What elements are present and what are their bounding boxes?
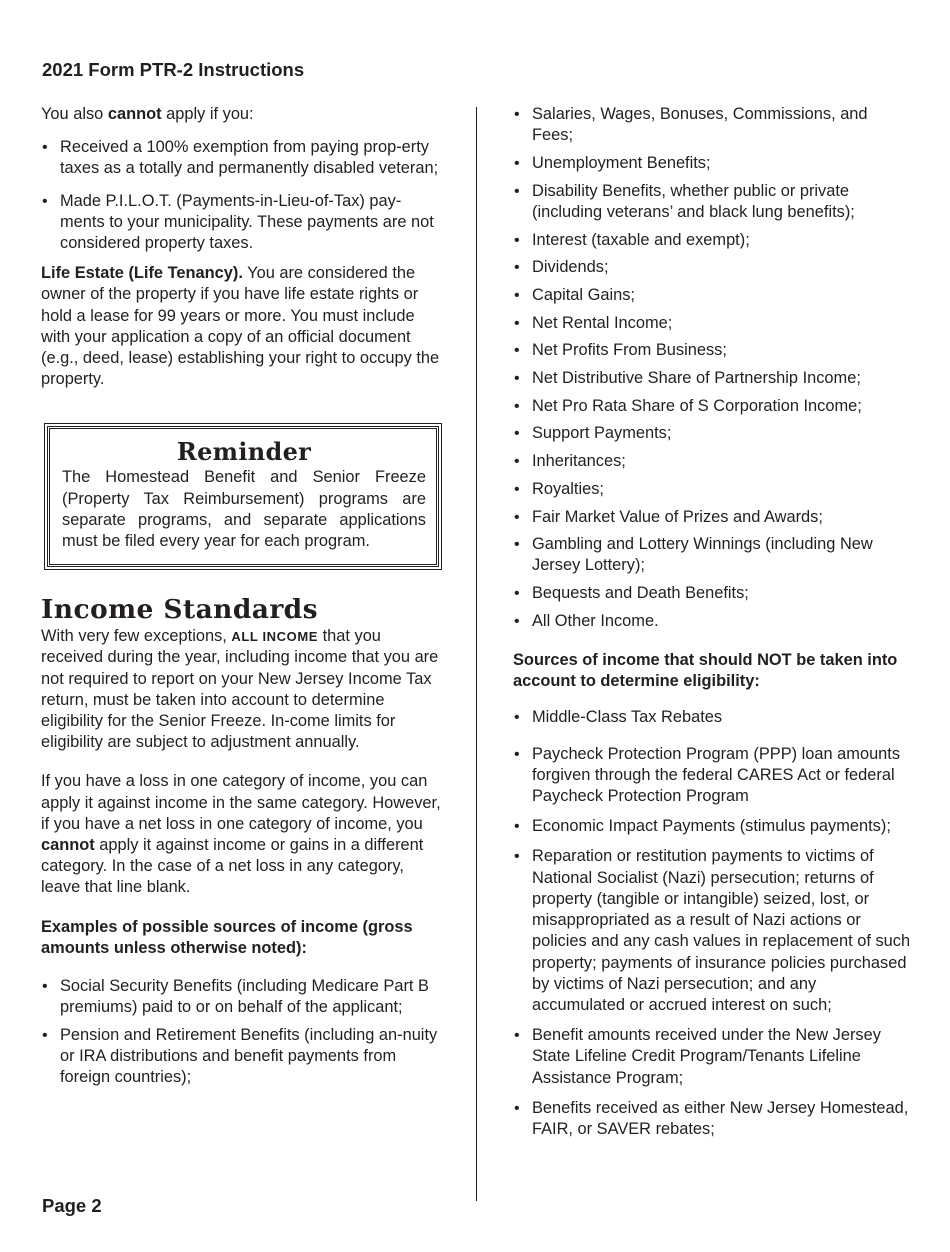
list-item: • Reparation or restitution payments to victims of National Socialist (Nazi) persecution; returns of property (tangible or intangible) seized, lost, or misappropriated as a result of Nazi actions or policies and any cash values in replacement of such property; payments of insurance policies purchased by victims of Nazi persecution; and any accumulated or accrued interest on such;: [513, 846, 913, 1016]
list-item: • Pension and Retirement Benefits (including an-nuity or IRA distributions and benefit payments from foreign countries);: [41, 1025, 441, 1089]
right-column: [513, 104, 913, 1140]
list-item: • Net Distributive Share of Partnership Income;: [513, 368, 913, 389]
reminder-box: [47, 426, 439, 567]
list-item: • Made P.I.L.O.T. (Payments-in-Lieu-of-Tax) pay-ments to your municipality. These payments are not considered property taxes.: [41, 191, 441, 255]
cannot-intro: [41, 104, 441, 125]
cannot-intro-bold: cannot: [107, 105, 162, 123]
income-paragraph-1: [41, 626, 441, 753]
cannot-intro-pre: You also: [41, 105, 108, 123]
list-item: • Royalties;: [513, 479, 913, 500]
list-item: • Fair Market Value of Prizes and Awards;: [513, 507, 913, 528]
examples-list: [41, 976, 441, 1088]
life-estate-text: You are considered the owner of the property if you have life estate rights or hold a lease for 99 years or more. You must include with your application a copy of an official document (e.g., deed, lease) establishing your right to occupy the property.: [41, 264, 440, 389]
list-item: • Dividends;: [513, 257, 913, 278]
list-item: • Unemployment Benefits;: [513, 153, 913, 174]
life-estate-heading: Life Estate (Life Tenancy).: [41, 264, 243, 283]
list-item: • Net Profits From Business;: [513, 340, 913, 361]
list-item: • Gambling and Lottery Winnings (including New Jersey Lottery);: [513, 534, 913, 576]
income-standards-heading: Income Standards: [41, 594, 318, 626]
list-item: • Net Rental Income;: [513, 313, 913, 334]
examples-heading: Examples of possible sources of income (gross amounts unless otherwise noted):: [41, 917, 413, 957]
column-divider: [476, 107, 477, 1201]
list-item: • Received a 100% exemption from paying prop-erty taxes as a totally and permanently disabled veteran;: [41, 137, 441, 179]
income-para1-pre: With very few exceptions,: [41, 627, 232, 646]
income-para2-post: apply it against income or gains in a different category. In the case of a net loss in any category, leave that line blank.: [41, 836, 424, 897]
list-item: • Middle-Class Tax Rebates: [513, 707, 913, 728]
cannot-intro-post: apply if you:: [161, 105, 254, 123]
list-item: • Inheritances;: [513, 451, 913, 472]
income-sources-list: [513, 104, 913, 632]
page-header-title: 2021 Form PTR-2 Instructions: [42, 59, 305, 80]
not-counted-list: [513, 707, 913, 1140]
left-column: [41, 104, 441, 1088]
income-para2-pre: If you have a loss in one category of income, you can apply it against income in the same category. However, if you have a net loss in one category of income, you: [41, 772, 441, 833]
list-item: • All Other Income.: [513, 611, 913, 632]
income-para2-bold: cannot: [41, 836, 95, 855]
list-item: • Bequests and Death Benefits;: [513, 583, 913, 604]
list-item: • Interest (taxable and exempt);: [513, 230, 913, 251]
reminder-text: The Homestead Benefit and Senior Freeze (Property Tax Reimbursement) programs are separate programs, and separate applications must be filed every year for each program.: [62, 468, 426, 551]
list-item: • Economic Impact Payments (stimulus payments);: [513, 816, 913, 837]
list-item: • Social Security Benefits (including Medicare Part B premiums) paid to or on behalf of the applicant;: [41, 976, 441, 1018]
income-paragraph-2: [41, 771, 441, 898]
life-estate-paragraph: [41, 263, 441, 390]
income-para1-post: that you received during the year, including income that you are not required to report on your New Jersey Income Tax return, must be taken into account to determine eligibility for the Senior Freeze. In-come limits for eligibility are subject to adjustment annually.: [41, 627, 439, 752]
cannot-list: [41, 137, 441, 254]
list-item: • Salaries, Wages, Bonuses, Commissions, and Fees;: [513, 104, 913, 146]
list-item: • Capital Gains;: [513, 285, 913, 306]
list-item: • Support Payments;: [513, 423, 913, 444]
page-number: Page 2: [42, 1195, 102, 1216]
reminder-title: Reminder: [176, 437, 312, 467]
list-item: • Benefits received as either New Jersey Homestead, FAIR, or SAVER rebates;: [513, 1098, 913, 1140]
not-counted-heading: Sources of income that should NOT be taken into account to determine eligibility:: [513, 651, 898, 691]
list-item: • Net Pro Rata Share of S Corporation Income;: [513, 396, 913, 417]
list-item: • Benefit amounts received under the New Jersey State Lifeline Credit Program/Tenants Lifeline Assistance Program;: [513, 1025, 913, 1089]
list-item: • Disability Benefits, whether public or private (including veterans’ and black lung benefits);: [513, 181, 913, 223]
all-income-emphasis: ALL INCOME: [231, 629, 319, 645]
list-item: • Paycheck Protection Program (PPP) loan amounts forgiven through the federal CARES Act or federal Paycheck Protection Program: [513, 744, 913, 808]
